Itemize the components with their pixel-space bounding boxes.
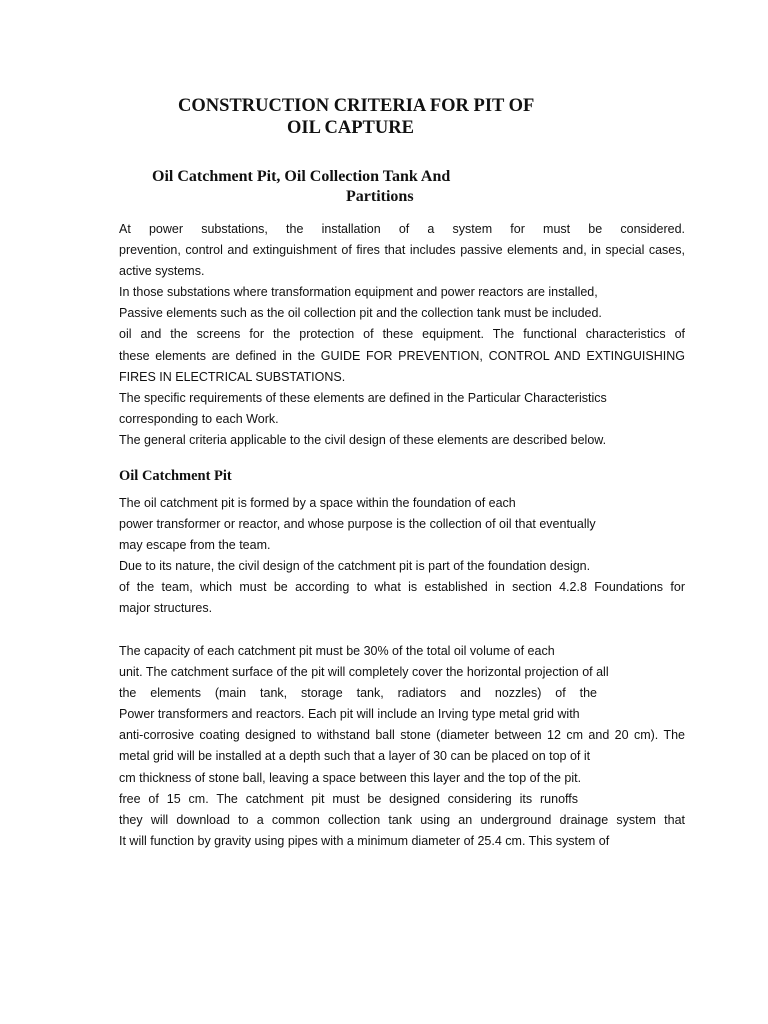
text-line: The specific requirements of these elements are defined in the Particular Characteristics — [119, 390, 607, 405]
text-line: free of 15 cm. The catchment pit must be designed considering its runoffs — [119, 791, 578, 806]
text-line: The capacity of each catchment pit must be 30% of the total oil volume of each — [119, 644, 555, 658]
text-line: It will function by gravity using pipes with a minimum diameter of 25.4 cm. This system of — [119, 833, 610, 848]
intro-paragraph — [119, 219, 685, 451]
text-line: the elements (main tank, storage tank, radiators and nozzles) of the — [119, 686, 597, 701]
text-line: unit. The catchment surface of the pit will completely cover the horizontal projection of all — [119, 665, 609, 680]
document-subtitle-line-2: Partitions — [346, 188, 414, 205]
text-line: they will download to a common collection tank using an underground drainage system that — [119, 812, 685, 827]
text-line: The oil catchment pit is formed by a space within the foundation of each — [119, 496, 516, 510]
text-line: metal grid will be installed at a depth such that a layer of 30 can be placed on top of it — [119, 749, 591, 764]
text-line: may escape from the team. — [119, 538, 271, 553]
text-line: power transformer or reactor, and whose purpose is the collection of oil that eventually — [119, 517, 596, 532]
text-line: oil and the screens for the protection of these equipment. The functional characteristics of — [119, 327, 685, 342]
document-subtitle — [0, 167, 768, 211]
text-line: active systems. — [119, 264, 205, 279]
text-line: these elements are defined in the GUIDE FOR PREVENTION, CONTROL AND EXTINGUISHING — [119, 348, 685, 363]
text-line: prevention, control and extinguishment of fires that includes passive elements and, in special cases, — [119, 243, 685, 258]
text-line: of the team, which must be according to what is established in section 4.2.8 Foundations for — [119, 580, 685, 595]
document-title-line-2: OIL CAPTURE — [287, 118, 414, 138]
text-line: At power substations, the installation of a system for must be considered. — [119, 222, 685, 236]
text-line: Passive elements such as the oil collection pit and the collection tank must be included. — [119, 306, 602, 321]
text-line: In those substations where transformation equipment and power reactors are installed, — [119, 285, 598, 300]
section-heading: Oil Catchment Pit — [119, 468, 232, 484]
capacity-paragraph — [119, 641, 685, 852]
text-line: corresponding to each Work. — [119, 411, 279, 426]
catchment-paragraph — [119, 493, 685, 620]
document-subtitle-line-1: Oil Catchment Pit, Oil Collection Tank And — [152, 168, 451, 185]
text-line: FIRES IN ELECTRICAL SUBSTATIONS. — [119, 369, 346, 384]
text-line: major structures. — [119, 601, 213, 616]
text-line: cm thickness of stone ball, leaving a space between this layer and the top of the pit. — [119, 770, 582, 785]
document-title — [0, 94, 768, 144]
text-line: Power transformers and reactors. Each pit will include an Irving type metal grid with — [119, 707, 580, 722]
text-line: The general criteria applicable to the civil design of these elements are described below. — [119, 432, 607, 447]
text-line: Due to its nature, the civil design of the catchment pit is part of the foundation design. — [119, 559, 591, 574]
document-title-line-1: CONSTRUCTION CRITERIA FOR PIT OF — [178, 96, 535, 116]
text-line: anti-corrosive coating designed to withstand ball stone (diameter between 12 cm and 20 cm). The — [119, 728, 685, 743]
